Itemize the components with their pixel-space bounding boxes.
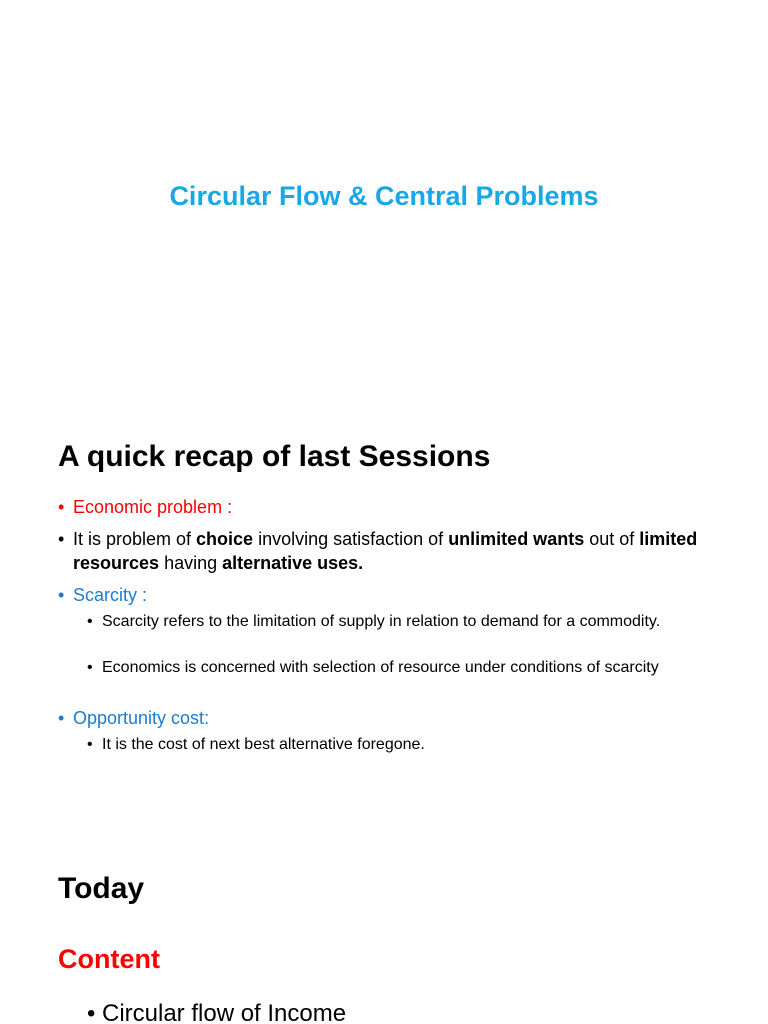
opportunity-cost-label: Opportunity cost: — [73, 708, 210, 728]
scarcity-bullet — [58, 583, 733, 607]
definition-bold-choice: choice — [196, 529, 254, 549]
content-item: • Circular flow of Income — [87, 1000, 346, 1024]
definition-text: involving satisfaction of — [253, 529, 449, 549]
today-heading: Today — [58, 872, 145, 905]
definition-bold-alternative-uses: alternative uses. — [222, 553, 364, 573]
definition-text: out of — [584, 529, 640, 549]
scarcity-point: • Economics is concerned with selection of resource under conditions of scarcity — [87, 657, 702, 678]
scarcity-point: • Scarcity refers to the limitation of supply in relation to demand for a commodity. — [87, 611, 702, 632]
content-heading: Content — [58, 944, 160, 974]
definition-text: It is problem of — [73, 529, 197, 549]
today-slide — [0, 832, 768, 1024]
recap-slide — [0, 400, 768, 832]
scarcity-label: Scarcity : — [73, 585, 148, 605]
economic-problem-definition — [58, 527, 733, 575]
definition-text: having — [159, 553, 223, 573]
economic-problem-label: Economic problem : — [73, 497, 233, 517]
presentation-title: Circular Flow & Central Problems — [169, 181, 599, 211]
recap-heading: A quick recap of last Sessions — [58, 440, 491, 473]
opportunity-cost-bullet — [58, 706, 733, 730]
definition-bold-limited-resources: limited resources — [73, 529, 698, 573]
opportunity-cost-point: • It is the cost of next best alternative foregone. — [87, 734, 702, 755]
definition-bold-unlimited-wants: unlimited wants — [448, 529, 585, 549]
title-slide — [0, 0, 768, 400]
economic-problem-bullet — [58, 495, 733, 519]
